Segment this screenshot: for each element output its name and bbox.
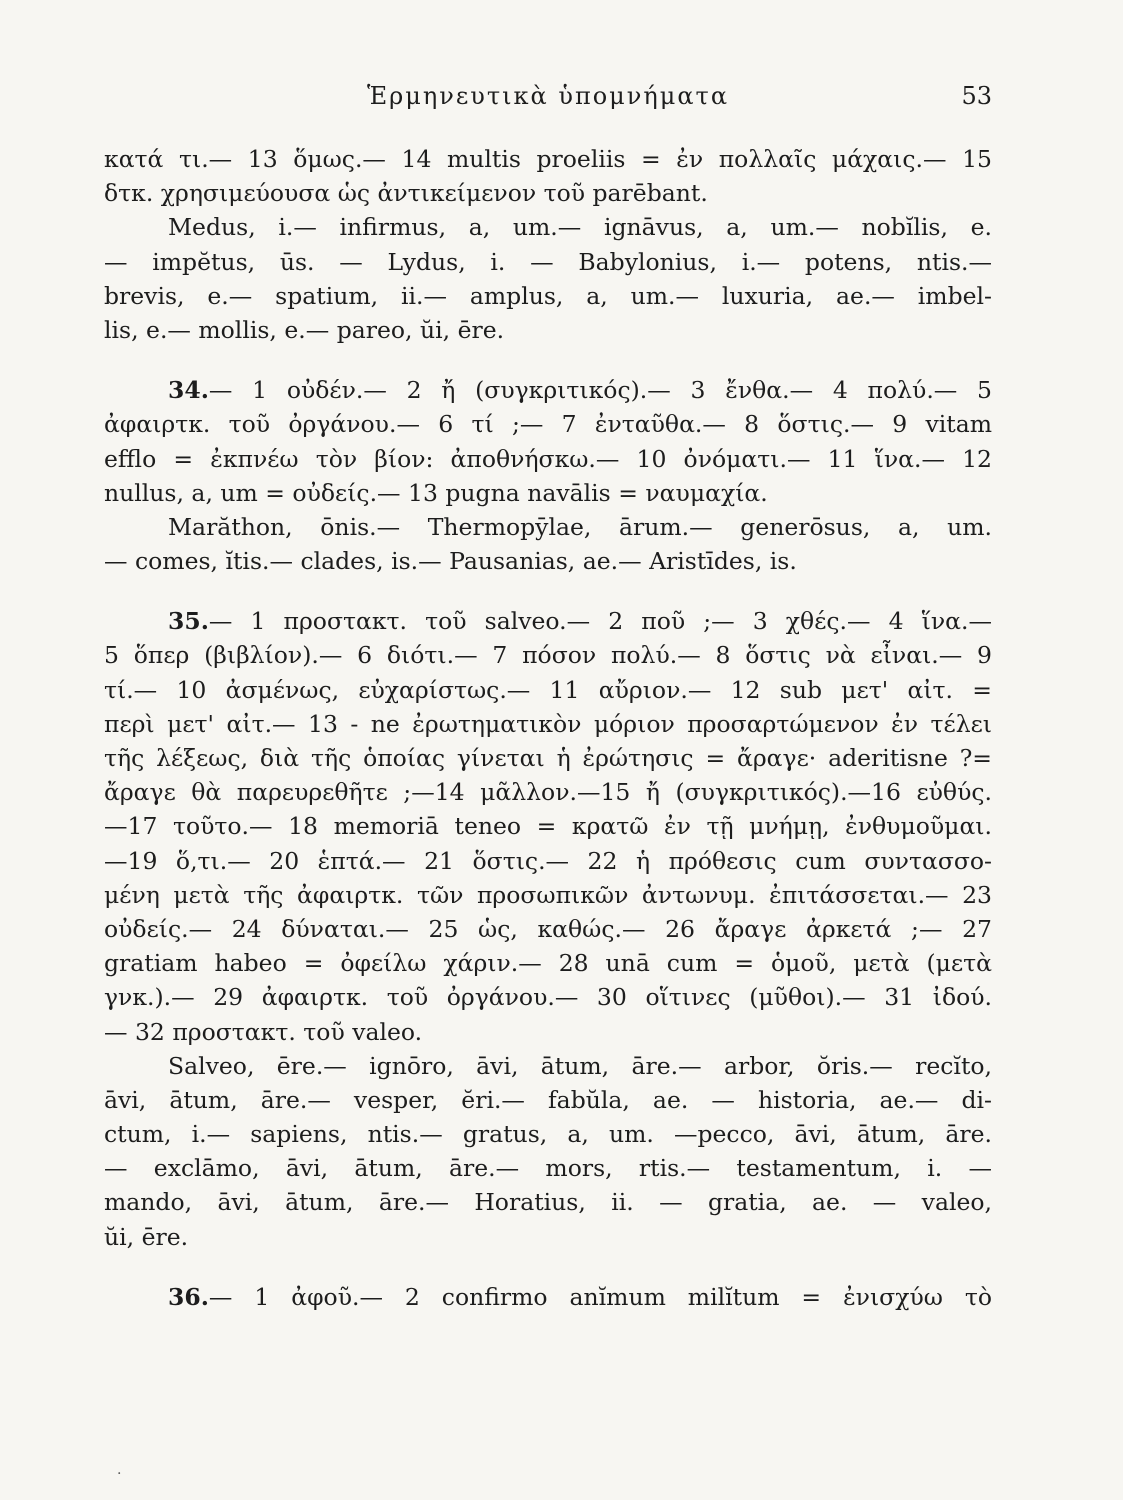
line-text: efflo = ἐκπνέω τὸν βίον: ἀποθνήσκω.— 10 ὀνόματι.— 11 ἵνα.— 12 (104, 444, 992, 473)
line-text: Medus, i.— infirmus, a, um.— ignāvus, a, um.— nobĭlis, e. (168, 213, 992, 242)
text-line (104, 1015, 992, 1049)
line-text: —17 τοῦτο.— 18 memoriā teneo = κρατῶ ἐν τῇ μνήμῃ, ἐνθυμοῦμαι. (104, 812, 992, 841)
line-text: mando, āvi, ātum, āre.— Horatius, ii. — gratia, ae. — valeo, (104, 1188, 992, 1217)
text-line (104, 946, 992, 980)
text-line (104, 407, 992, 441)
line-text: lis, e.— mollis, e.— pareo, ŭi, ēre. (104, 315, 505, 344)
line-text: οὐδείς.— 24 δύναται.— 25 ὡς, καθώς.— 26 ἄραγε ἀρκετά ;— 27 (104, 914, 992, 943)
section-number: 35. (168, 607, 209, 636)
section-gap (104, 347, 992, 373)
line-text: γνκ.).— 29 ἀφαιρτκ. τοῦ ὀργάνου.— 30 οἵτινες (μῦθοι).— 31 ἰδού. (104, 983, 992, 1012)
text-line (104, 210, 992, 244)
line-text: τῆς λέξεως, διὰ τῆς ὁποίας γίνεται ἡ ἐρώτησις = ἄραγε· aderitisne ?= (104, 744, 992, 772)
line-text: — exclāmo, āvi, ātum, āre.— mors, rtis.— testamentum, i. — (104, 1154, 992, 1183)
line-text: Marăthon, ōnis.— Thermopȳlae, ārum.— generōsus, a, um. (168, 512, 992, 541)
text-line (104, 142, 992, 176)
text-line (104, 176, 992, 210)
text-line (104, 1280, 992, 1314)
line-text: — comes, ĭtis.— clades, is.— Pausanias, ae.— Aristīdes, is. (104, 547, 797, 576)
text-line (104, 1220, 992, 1254)
section-number: 34. (168, 376, 209, 405)
line-text: —19 ὅ,τι.— 20 ἑπτά.— 21 ὅστις.— 22 ἡ πρόθεσις cum συντασσο- (104, 846, 992, 875)
line-text: τί.— 10 ἀσμένως, εὐχαρίστως.— 11 αὔριον.— 12 sub μετ' αἰτ. = (104, 675, 992, 704)
line-text: ŭi, ēre. (104, 1222, 189, 1251)
text-line (104, 544, 992, 578)
line-text: δτκ. χρησιμεύουσα ὡς ἀντικείμενον τοῦ parēbant. (104, 179, 708, 208)
section-35 (104, 604, 992, 1254)
text-line (104, 1151, 992, 1185)
line-text: Salveo, ēre.— ignōro, āvi, ātum, āre.— arbor, ŏris.— recĭto, (168, 1051, 992, 1080)
text-line (104, 373, 992, 407)
text-line (104, 1117, 992, 1151)
text-line (104, 1083, 992, 1117)
text-line (104, 510, 992, 544)
text-line (104, 809, 992, 843)
section-number: 36. (168, 1282, 209, 1311)
section-intro (104, 142, 992, 347)
page-number: 53 (961, 82, 992, 110)
section-gap (104, 1254, 992, 1280)
line-text: āvi, ātum, āre.— vesper, ĕri.— fabŭla, ae. — historia, ae.— di- (104, 1085, 992, 1114)
line-text: 5 ὅπερ (βιβλίον).— 6 διότι.— 7 πόσον πολύ.— 8 ὅστις νὰ εἶναι.— 9 (104, 641, 992, 670)
line-text: ἄραγε θὰ παρευρεθῆτε ;—14 μᾶλλον.—15 ἤ (συγκριτικός).—16 εὐθύς. (104, 778, 992, 807)
page-header (104, 78, 992, 114)
body-text (104, 142, 992, 1314)
line-text: — 1 οὐδέν.— 2 ἤ (συγκριτικός).— 3 ἔνθα.— 4 πολύ.— 5 (208, 376, 992, 405)
line-text: — 1 ἀφοῦ.— 2 confirmo anĭmum milĭtum = ἐνισχύω τὸ (208, 1282, 992, 1311)
text-line (104, 313, 992, 347)
text-line (104, 604, 992, 638)
text-line (104, 245, 992, 279)
text-line (104, 673, 992, 707)
text-line (104, 638, 992, 672)
text-line (104, 1049, 992, 1083)
text-line (104, 775, 992, 809)
section-gap (104, 578, 992, 604)
line-text: ctum, i.— sapiens, ntis.— gratus, a, um. —pecco, āvi, ātum, āre. (104, 1120, 992, 1149)
line-text: μένη μετὰ τῆς ἀφαιρτκ. τῶν προσωπικῶν ἀντωνυμ. ἐπιτάσσεται.— 23 (104, 880, 992, 909)
text-line (104, 279, 992, 313)
line-text: περὶ μετ' αἰτ.— 13 - ne ἐρωτηματικὸν μόριον προσαρτώμενον ἐν τέλει (104, 709, 992, 738)
line-text: brevis, e.— spatium, ii.— amplus, a, um.— luxuria, ae.— imbel- (104, 281, 992, 310)
line-text: nullus, a, um = οὐδείς.— 13 pugna navālis = ναυμαχία. (104, 478, 768, 507)
text-line (104, 1185, 992, 1219)
line-text: — 32 προστακτ. τοῦ valeo. (104, 1017, 423, 1046)
stray-mark: . (117, 1462, 122, 1478)
text-line (104, 707, 992, 741)
line-text: — impĕtus, ūs. — Lydus, i. — Babylonius, i.— potens, ntis.— (104, 247, 992, 276)
line-text: ἀφαιρτκ. τοῦ ὀργάνου.— 6 τί ;— 7 ἐνταῦθα.— 8 ὅστις.— 9 vitam (104, 410, 992, 439)
line-text: gratiam habeo = ὀφείλω χάριν.— 28 unā cum = ὁμοῦ, μετὰ (μετὰ (104, 949, 992, 978)
text-line (104, 442, 992, 476)
line-text: κατά τι.— 13 ὅμως.— 14 multis proeliis = ἐν πολλαῖς μάχαις.— 15 (104, 145, 992, 173)
line-text: — 1 προστακτ. τοῦ salveo.— 2 ποῦ ;— 3 χθές.— 4 ἵνα.— (208, 607, 992, 636)
text-line (104, 980, 992, 1014)
text-line (104, 741, 992, 775)
text-line (104, 912, 992, 946)
section-36 (104, 1280, 992, 1314)
text-line (104, 844, 992, 878)
text-line (104, 476, 992, 510)
running-title: Ἑρμηνευτικὰ ὑπομνήματα (366, 82, 730, 110)
section-34 (104, 373, 992, 578)
text-line (104, 878, 992, 912)
